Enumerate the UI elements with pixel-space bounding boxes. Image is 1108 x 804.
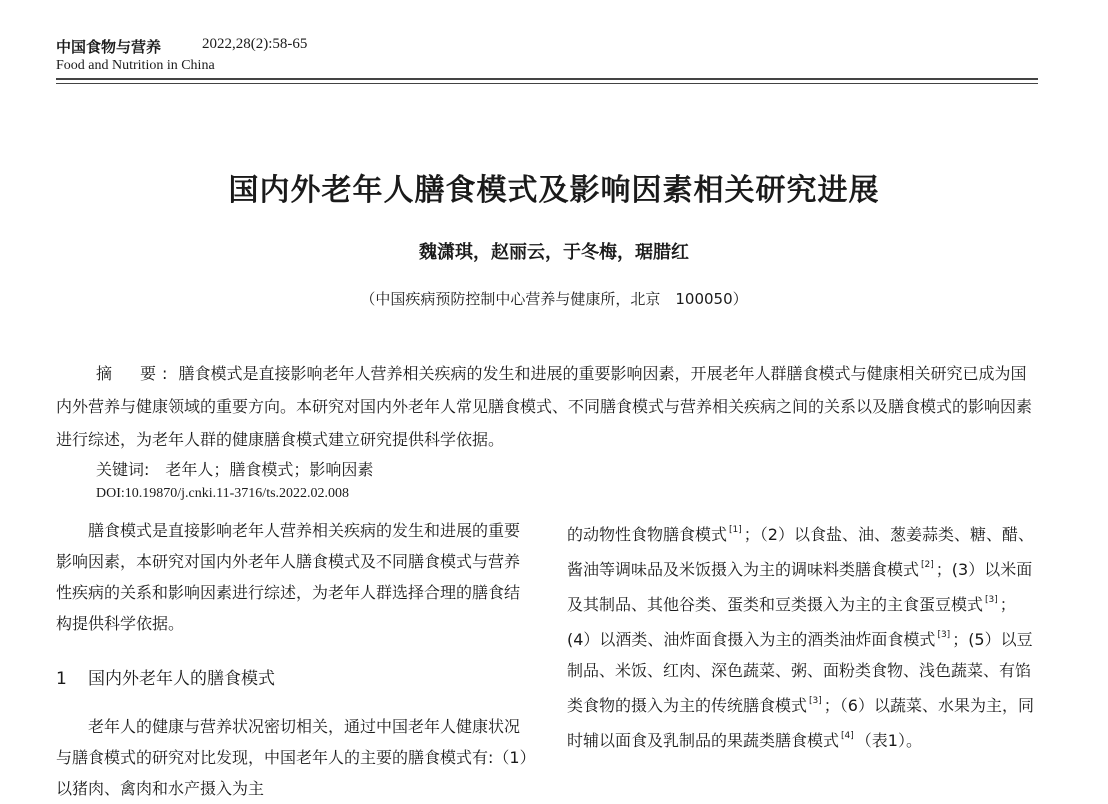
keywords-label: 关键词:	[96, 460, 150, 479]
abstract-text: 膳食模式是直接影响老年人营养相关疾病的发生和进展的重要影响因素，开展老年人群膳食模式与健康相关研究已成为国内外营养与健康领域的重要方向。本研究对国内外老年人常见膳食模式、不同膳食模式与营养相关疾病之间的关系以及膳食模式的影响因素进行综述，为老年人群的健康膳食模式建立研究提供科学依据。	[56, 364, 1033, 449]
affiliation: （中国疾病预防控制中心营养与健康所，北京 100050）	[360, 290, 748, 308]
citation-ref[interactable]: [2]	[921, 560, 934, 570]
text-run: （表1）。	[855, 731, 922, 750]
citation-ref[interactable]: [4]	[841, 731, 854, 741]
right-column-paragraph	[567, 515, 1038, 756]
body-paragraph: 老年人的健康与营养状况密切相关，通过中国老年人健康状况与膳食模式的研究对比发现，中国老年人的主要的膳食模式有:（1）以猪肉、禽肉和水产摄入为主	[56, 717, 528, 798]
section-title: 国内外老年人的膳食模式	[88, 669, 275, 689]
text-run: ；(5）以豆制品、米饭、红肉、深色蔬菜、粥、面粉类食物、浅色蔬菜、有馅类食物的摄入为主的传统膳食模式	[567, 630, 1033, 715]
citation-ref[interactable]: [3]	[985, 595, 998, 605]
text-run: ；(3）以米面及其制品、其他谷类、蛋类和豆类摄入为主的主食蛋豆模式	[567, 560, 1033, 614]
header-rule-bottom	[56, 83, 1038, 84]
text-run: ；（2）以食盐、油、葱姜蒜类、糖、醋、酱油等调味品及米饭摄入为主的调味料类膳食模式	[567, 525, 1034, 579]
section-number: 1	[56, 669, 67, 689]
citation-ref[interactable]: [1]	[729, 525, 742, 535]
citation-ref[interactable]: [3]	[809, 696, 822, 706]
author-list: 魏潇琪，赵丽云，于冬梅，琚腊红	[419, 242, 689, 263]
doi: DOI:10.19870/j.cnki.11-3716/ts.2022.02.008	[96, 486, 350, 501]
text-run: 的动物性食物膳食模式	[567, 525, 728, 544]
journal-name-cn: 中国食物与营养	[56, 38, 162, 56]
journal-issue: 2022,28(2):58-65	[202, 36, 308, 52]
text-run: ；(4）以酒类、油炸面食摄入为主的酒类油炸面食模式	[567, 595, 1016, 649]
abstract	[56, 357, 1038, 456]
citation-ref[interactable]: [3]	[937, 630, 951, 640]
abstract-label: 摘 要:	[96, 364, 174, 383]
header-rule-top	[56, 78, 1038, 80]
keywords-text: 老年人；膳食模式；影响因素	[165, 460, 374, 479]
section-heading	[56, 664, 275, 689]
keywords	[96, 457, 373, 480]
paper-title: 国内外老年人膳食模式及影响因素相关研究进展	[228, 173, 880, 208]
intro-paragraph: 膳食模式是直接影响老年人营养相关疾病的发生和进展的重要影响因素，本研究对国内外老年人膳食模式及不同膳食模式与营养性疾病的关系和影响因素进行综述，为老年人群选择合理的膳食结构提供科学依据。	[56, 521, 521, 633]
journal-name-en: Food and Nutrition in China	[56, 58, 215, 73]
text-run: ；（6）以蔬菜、水果为主，同时辅以面食及乳制品的果蔬类膳食模式	[567, 696, 1034, 750]
